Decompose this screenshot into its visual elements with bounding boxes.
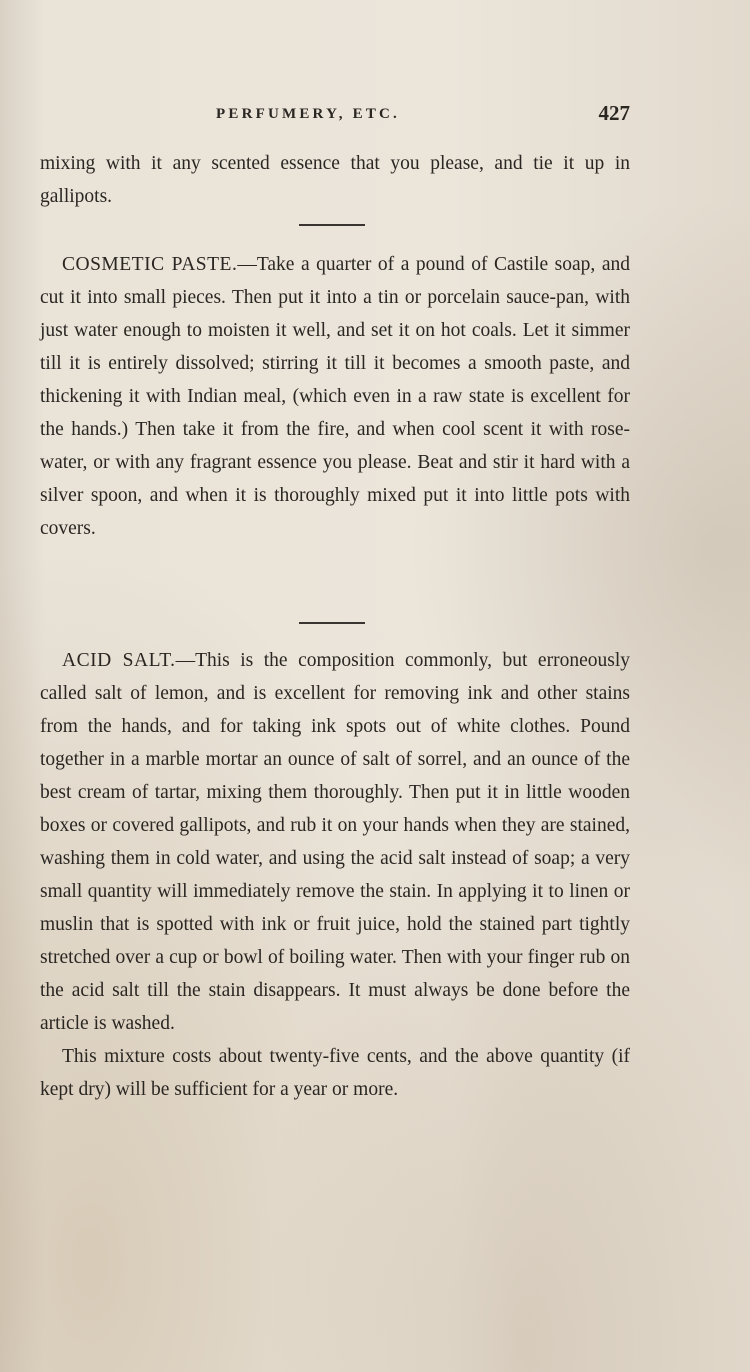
section-divider <box>299 622 365 624</box>
cosmetic-paste-body: —Take a quarter of a pound of Castile soap, and cut it into small pieces. Then put it into a tin or porcelain sauce-pan, with just water enough to moisten it well, and set it on hot coals. Let it simmer till it is entirely dissolved; stirring it till it becomes a smooth paste, and thickening it with Indian meal, (which even in a raw state is excellent for the hands.) Then take it from the fire, and when cool scent it with rose-water, or with any fragrant essence you please. Beat and stir it hard with a silver spoon, and when it is thoroughly mixed put it into little pots with covers. <box>40 254 630 539</box>
acid-salt-section <box>40 644 630 1106</box>
page-number: 427 <box>598 101 630 125</box>
acid-salt-heading: ACID SALT. <box>62 650 176 671</box>
acid-salt-body: —This is the composition commonly, but erroneously called salt of lemon, and is excellent for removing ink and other stains from the hands, and for taking ink spots out of white clothes. Pound together in a marble mortar an ounce of salt of sorrel, and an ounce of the best cream of tartar, mixing them thoroughly. Then put it in little wooden boxes or covered gallipots, and rub it on your hands when they are stained, washing them in cold water, and using the acid salt instead of soap; a very small quantity will immediately remove the stain. In applying it to linen or muslin that is spotted with ink or fruit juice, hold the stained part tightly stretched over a cup or bowl of boiling water. Then with your finger rub on the acid salt till the stain disappears. It must always be done before the article is washed. <box>40 650 630 1034</box>
acid-salt-paragraph <box>40 644 630 1040</box>
cosmetic-paste-paragraph <box>40 248 630 545</box>
continuation-text: mixing with it any scented essence that you please, and tie it up in gallipots. <box>40 153 630 207</box>
cosmetic-paste-heading: COSMETIC PASTE. <box>62 254 238 275</box>
continuation-paragraph <box>40 147 630 213</box>
cosmetic-paste-section <box>40 248 630 545</box>
section-divider <box>299 224 365 226</box>
acid-salt-note: This mixture costs about twenty-five cents, and the above quantity (if kept dry) will be sufficient for a year or more. <box>40 1046 630 1100</box>
running-head: PERFUMERY, ETC. <box>216 106 401 122</box>
page-header <box>40 101 630 130</box>
